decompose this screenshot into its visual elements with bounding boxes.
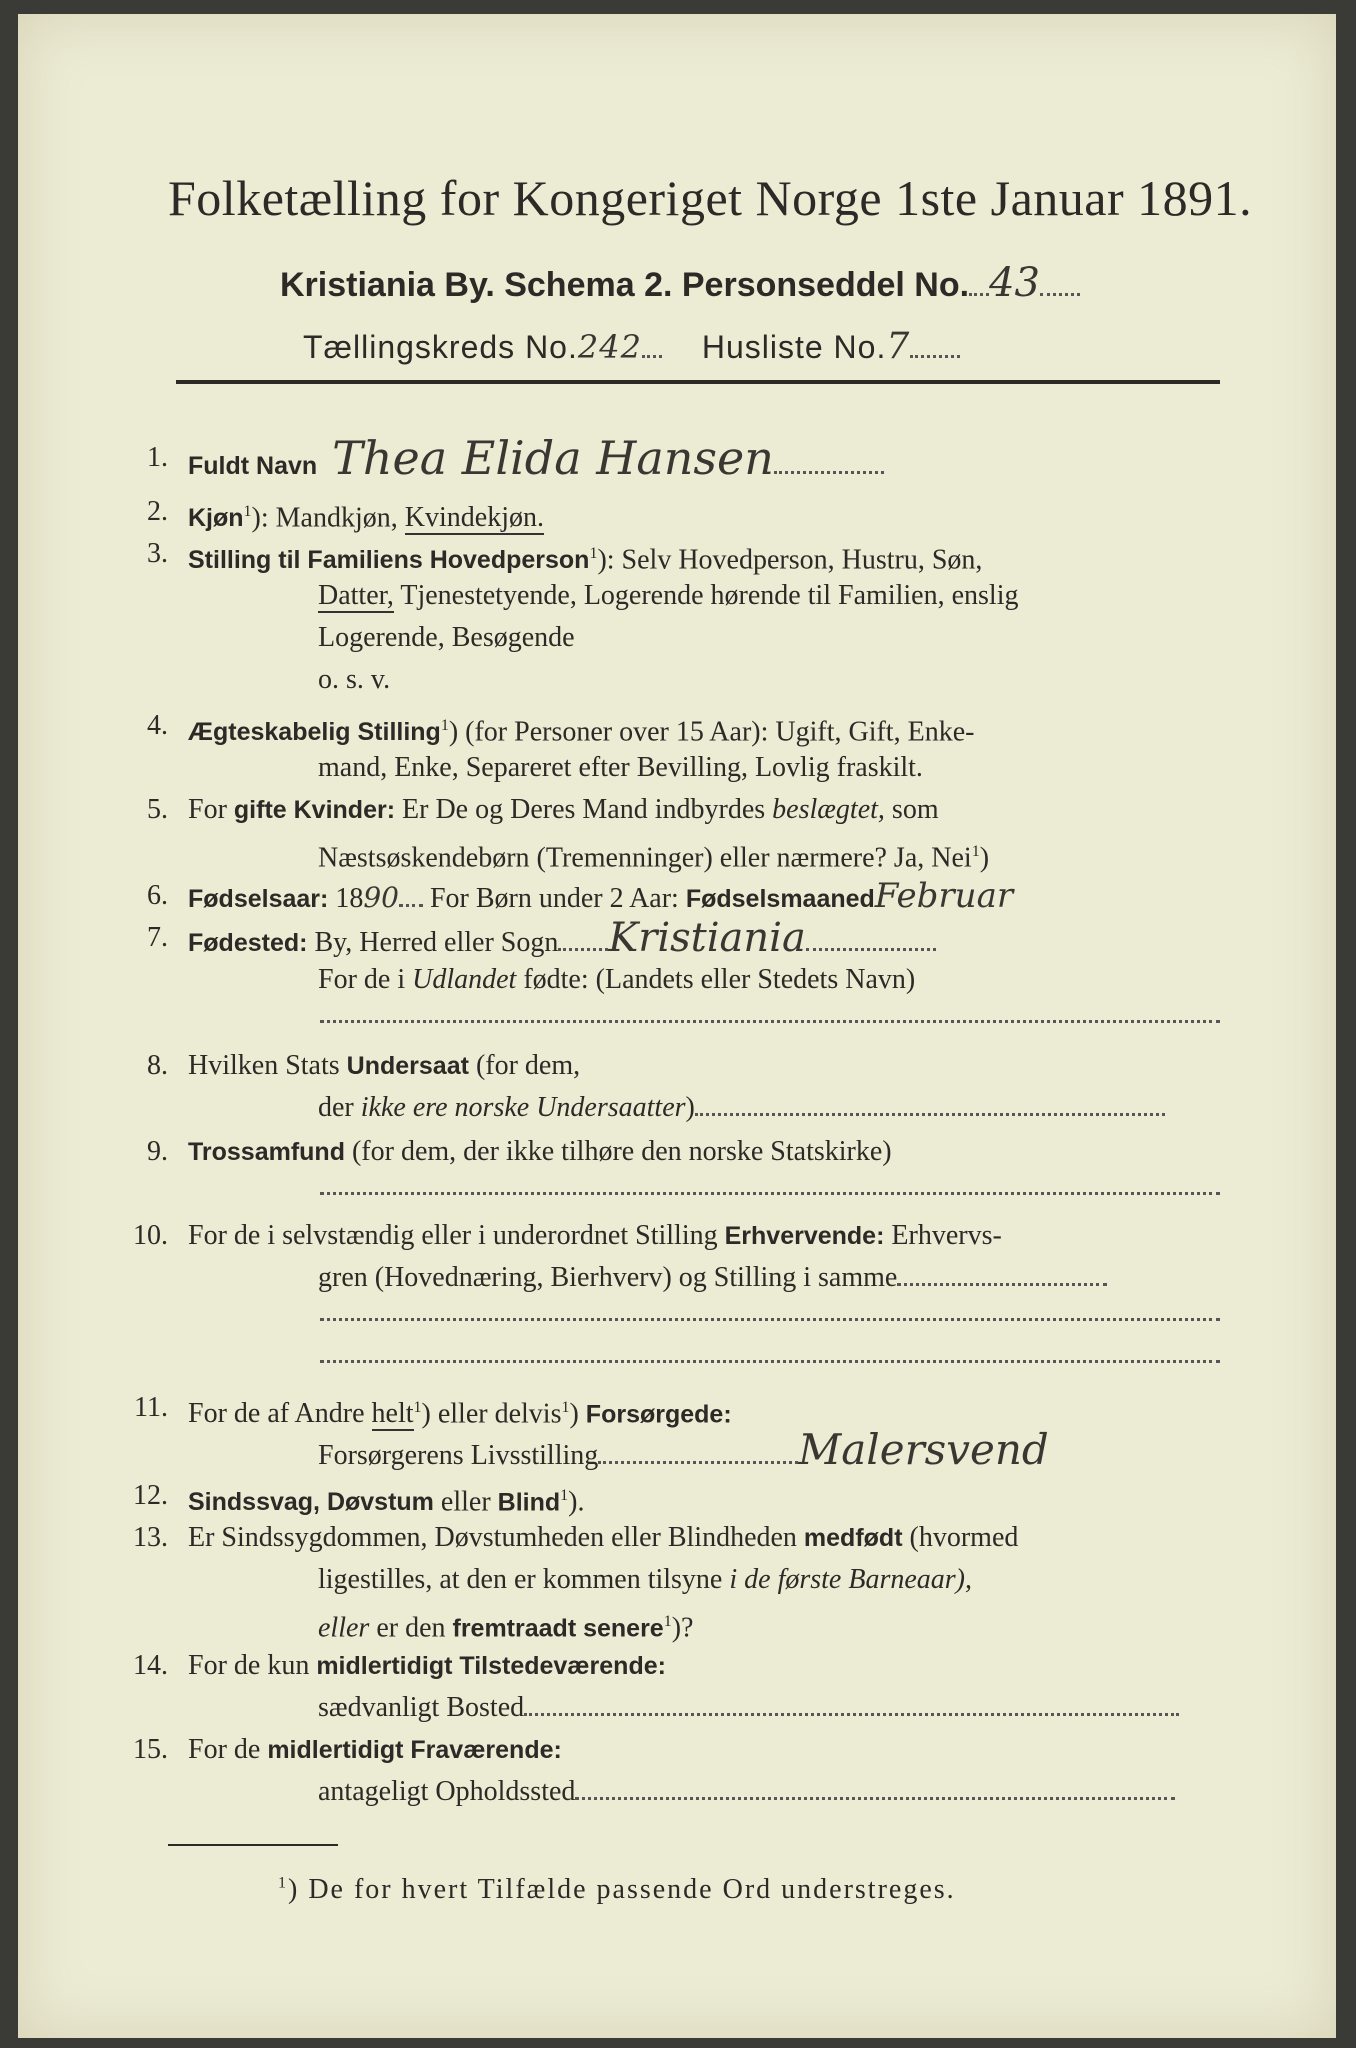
item-7-line2 [318,960,915,1000]
item-5-line2: Næstsøskendebørn (Tremenninger) eller nærmere? Ja, Nei$^1$) [318,842,990,874]
field-text: Udlandet [412,964,517,995]
item-12: 12. Sindssvag, Døvstum eller Blind$^1$). [158,1476,584,1522]
item-3-line3 [318,618,575,658]
field-label: Trossamfund [188,1138,345,1166]
district-line [303,326,960,367]
field-label: Blind [497,1488,561,1517]
field-label: Erhvervende: [724,1222,885,1250]
field-text: By, Herred eller Sogn [307,927,559,958]
item-number: 7. [147,922,168,953]
field-label: Sindssvag, Døvstum [188,1488,434,1517]
field-text: ): Mandkjøn, [251,502,405,534]
field-label: Ægteskabelig Stilling [188,718,441,747]
item-7 [147,915,936,963]
field-text: (for dem, [468,1050,581,1081]
field-text: For de [188,1734,268,1765]
field-label: Forsørgede: [585,1400,732,1429]
item-number: 9. [147,1136,168,1167]
field-text: For de i [318,964,413,995]
item-3: 3. Stilling til Familiens Hovedperson$^1$): Selv Hovedperson, Hustru, Søn, [158,534,982,580]
item-8-line2 [318,1088,1165,1128]
field-text: ) [569,1398,586,1430]
item-4: 4. Ægteskabelig Stilling$^1$) (for Personer over 15 Aar): Ugift, Gift, Enke- [158,706,974,752]
item-number: 8. [147,1050,168,1081]
field-text: er den [369,1612,453,1644]
item-number: 12. [133,1480,168,1511]
item-number: 10. [133,1220,168,1251]
item-10 [133,1216,1002,1256]
field-text: (hvormed [902,1522,1019,1553]
selected-option: Kvindekjøn. [404,502,544,534]
field-text: mand, Enke, Separeret efter Bevilling, Lovlig fraskilt. [318,752,923,783]
blank-line [320,1192,1220,1195]
selected-option: helt [371,1398,414,1430]
item-11-line2 [318,1425,1049,1476]
field-text: Tjenestetyende, Logerende hørende til Familien, enslig [393,580,1019,611]
field-label: gifte Kvinder: [233,796,396,824]
full-name-value: Thea Elida Hansen [332,431,774,485]
field-text: ). [568,1486,585,1518]
item-11: 11. For de af Andre helt$^1$) eller delvis$^1$) Forsørgede: [158,1388,732,1434]
field-text: Er De og Deres Mand indbyrdes [395,794,773,825]
field-text: gren (Hovednæring, Bierhverv) og Stilling i samme [318,1262,898,1293]
field-label: Fødselsaar: [188,885,329,913]
field-text: o. s. v. [318,664,391,695]
field-label: fremtraadt senere [452,1614,664,1643]
item-14 [133,1646,666,1686]
husliste-no: 7 [886,326,911,367]
item-10-line2 [318,1258,1107,1298]
footnote-divider [168,1844,338,1846]
birth-year-value: 90 [363,881,399,914]
item-number: 14. [133,1650,168,1681]
field-text: Hvilken Stats [188,1050,347,1081]
blank-line [320,1318,1220,1321]
item-13-line3: eller er den fremtraadt senere$^1$)? [318,1612,694,1644]
field-text: ligestilles, at den er kommen tilsyne [318,1564,730,1595]
footnote [278,1874,956,1906]
item-4-line2 [318,748,923,788]
taellingskreds-label: Tællingskreds No. [303,329,578,365]
schema-line [280,260,1080,306]
field-text: For de i selvstændig eller i underordnet Stilling [188,1220,725,1251]
husliste-label: Husliste No. [701,329,887,365]
field-text: i de første Barneaar), [729,1564,972,1595]
field-text: Er Sindssygdommen, Døvstumheden eller Blindheden [188,1522,804,1553]
provider-occupation-value: Malersvend [798,1425,1049,1474]
item-5 [147,790,939,830]
field-text: ) (for Personer over 15 Aar): Ugift, Gift, Enke- [448,716,975,748]
field-label: Fuldt Navn [188,452,318,480]
selected-option: Datter, [318,580,394,611]
field-text: Forsørgerens Livsstilling [318,1440,599,1471]
field-text: For de kun [188,1650,317,1681]
field-text: eller [318,1612,370,1644]
item-number: 15. [133,1734,168,1765]
item-number: 1. [147,442,168,473]
item-number: 13. [133,1522,168,1553]
field-text: ) eller delvis [421,1398,562,1430]
field-text: Næstsøskendebørn (Tremenninger) eller nærmere? Ja, Nei [318,842,972,874]
field-text: Logerende, Besøgende [318,622,575,653]
item-3-line4 [318,660,390,700]
item-2 [147,492,544,538]
census-form [18,14,1336,2038]
field-text: 18 [328,883,364,914]
field-text: For Børn under 2 Aar: [422,883,686,914]
item-number: 6. [147,880,168,911]
footnote-text: ) De for hvert Tilfælde passende Ord understreges. [288,1874,956,1905]
item-15-line2 [318,1772,1175,1812]
field-label: midlertidigt Tilstedeværende: [316,1652,666,1680]
schema-line-label: Kristiania By. Schema 2. Personseddel No. [280,266,970,304]
item-3-line2 [318,576,1018,616]
field-text: ) [685,1092,695,1123]
field-label: medfødt [803,1524,903,1552]
item-14-line2 [318,1688,1179,1728]
blank-line [320,1360,1220,1363]
item-number: 4. [147,710,168,741]
field-text: Erhvervs- [884,1220,1002,1251]
field-label: Kjøn [188,504,244,533]
field-text: beslægtet, [772,794,885,825]
field-label: Fødselsmaaned [685,885,875,913]
footnote-marker: 1 [243,503,252,520]
field-text: antageligt Opholdssted [318,1776,576,1807]
page-title: Folketælling for Kongeriget Norge 1ste Januar 1891. [168,170,1253,226]
field-text: der [318,1092,361,1123]
field-label: midlertidigt Fraværende: [267,1736,562,1764]
field-label: Undersaat [346,1052,469,1080]
field-text: ikke ere norske Undersaatter [360,1092,686,1123]
item-number: 2. [147,496,168,527]
birth-month-value: Februar [874,876,1014,916]
field-label: Fødested: [188,929,308,957]
item-15 [133,1730,562,1770]
footnote-marker: 1 [278,1874,288,1892]
item-13-line2 [318,1560,972,1600]
field-text: ): Selv Hovedperson, Hustru, Søn, [597,544,983,576]
item-number: 3. [147,538,168,569]
field-text: eller [433,1486,498,1518]
taellingskreds-no: 242 [577,328,642,366]
header-divider [176,380,1220,384]
item-6 [147,876,1014,919]
field-text: For [188,794,234,825]
item-9 [147,1132,892,1172]
field-text: fødte: (Landets eller Stedets Navn) [516,964,916,995]
item-number: 5. [147,794,168,825]
field-text: sædvanligt Bosted [318,1692,525,1723]
field-text: )? [671,1612,694,1644]
field-text: som [884,794,939,825]
item-1 [147,431,884,486]
birthplace-value: Kristiania [608,915,806,961]
field-label: Stilling til Familiens Hovedperson [188,546,590,575]
blank-line [320,1020,1220,1023]
item-number: 11. [134,1392,168,1423]
field-text: (for dem, der ikke tilhøre den norske Statskirke) [344,1136,892,1167]
field-text: For de af Andre [188,1398,372,1430]
item-13 [133,1518,1019,1558]
personseddel-no: 43 [989,260,1040,306]
item-8 [147,1046,581,1086]
